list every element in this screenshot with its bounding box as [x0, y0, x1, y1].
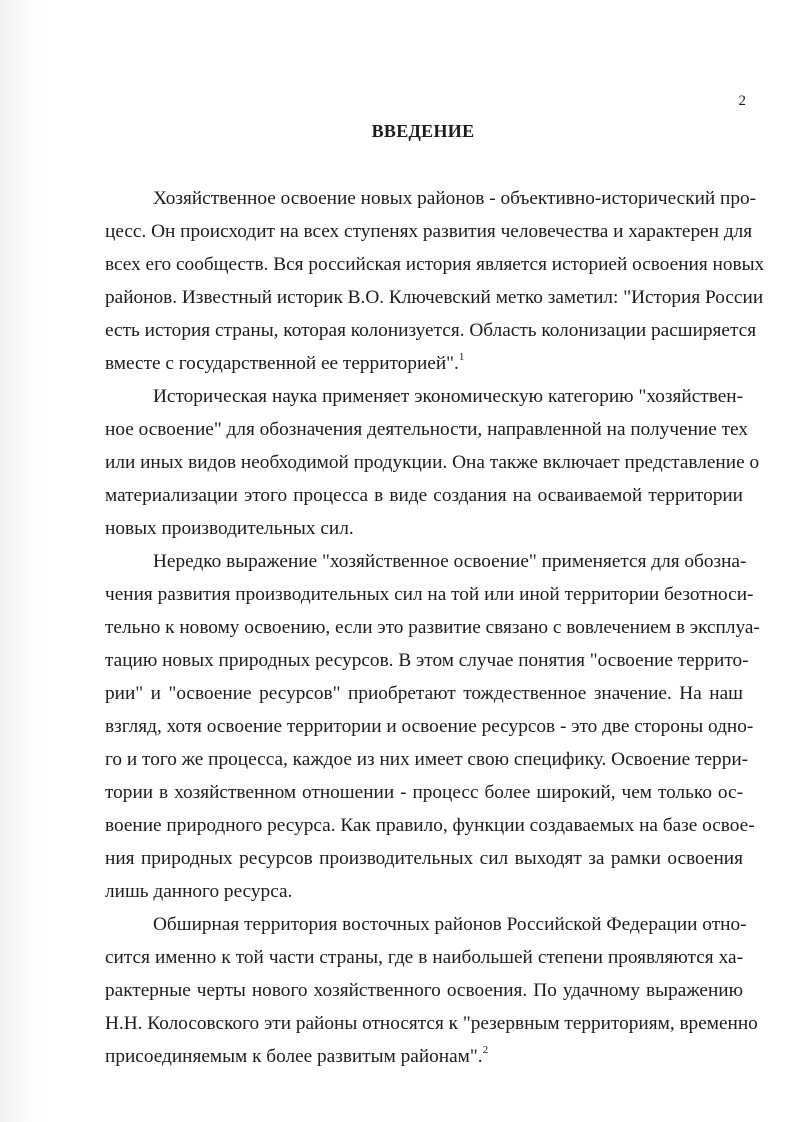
text-line: рактерные черты нового хозяйственного освоения. По удачному выражению — [105, 980, 743, 1001]
text-line: вместе с государственной ее территорией". — [105, 353, 459, 374]
scan-edge-shadow — [0, 0, 46, 1122]
text-line-last — [105, 352, 464, 376]
text-line: присоединяемым к более развитым районам". — [105, 1046, 483, 1067]
text-line: новых производительных сил. — [105, 518, 354, 539]
text-line: воение природного ресурса. Как правило, функции создаваемых на базе освое- — [105, 815, 755, 836]
text-line: цесс. Он происходит на всех ступенях развития человечества и характерен для — [105, 221, 753, 242]
text-line: взгляд, хотя освоение территории и освоение ресурсов - это две стороны одно- — [105, 716, 754, 737]
text-line: всех его сообществ. Вся российская история является историей освоения новых — [105, 254, 765, 275]
text-line: материализации этого процесса в виде создания на осваиваемой территории — [105, 485, 743, 506]
footnote-marker: 1 — [458, 350, 465, 363]
text-line: есть история страны, которая колонизуется. Область колонизации расширяется — [105, 320, 757, 341]
text-line: тории в хозяйственном отношении - процесс более широкий, чем только ос- — [105, 782, 743, 803]
text-line: Обширная территория восточных районов Российской Федерации отно- — [153, 914, 747, 935]
page-number: 2 — [738, 93, 746, 109]
text-line: Хозяйственное освоение новых районов - объективно-исторический про- — [153, 188, 757, 209]
text-line: или иных видов необходимой продукции. Она также включает представление о — [105, 452, 760, 473]
text-line: чения развития производительных сил на той или иной территории безотноси- — [105, 584, 754, 605]
text-line: Нередко выражение "хозяйственное освоение" применяется для обозна- — [153, 551, 747, 572]
text-line: го и того же процесса, каждое из них имеет свою специфику. Освоение терри- — [105, 749, 749, 770]
text-line: районов. Известный историк В.О. Ключевский метко заметил: "История России — [105, 287, 764, 308]
footnote-marker: 2 — [482, 1043, 489, 1056]
text-line: сится именно к той части страны, где в наибольшей степени проявляются ха- — [105, 947, 743, 968]
text-line: лишь данного ресурса. — [105, 881, 293, 902]
page-heading: ВВЕДЕНИЕ — [371, 121, 475, 141]
text-line: ния природных ресурсов производительных сил выходят за рамки освоения — [105, 848, 743, 869]
text-line: Н.Н. Колосовского эти районы относятся к "резервным территориям, временно — [105, 1013, 758, 1034]
text-line-last — [105, 1045, 488, 1069]
text-line: тельно к новому освоению, если это развитие связано с вовлечением в эксплуа- — [105, 617, 760, 638]
text-line: тацию новых природных ресурсов. В этом случае понятия "освоение террито- — [105, 650, 749, 671]
text-line: Историческая наука применяет экономическую категорию "хозяйствен- — [153, 386, 743, 407]
text-line: ное освоение" для обозначения деятельности, направленной на получение тех — [105, 419, 748, 440]
text-line: рии" и "освоение ресурсов" приобретают тождественное значение. На наш — [105, 683, 743, 704]
